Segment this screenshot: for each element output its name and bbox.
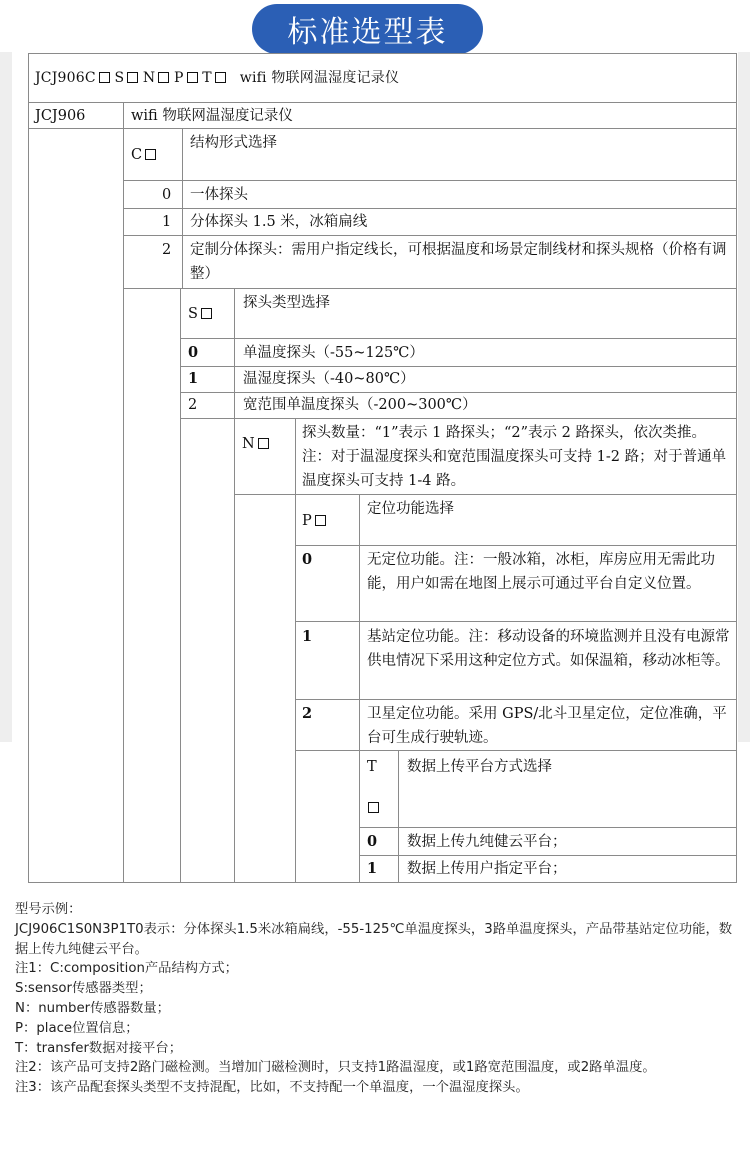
note-line: T：transfer数据对接平台； xyxy=(15,1040,183,1056)
place-option-text: 卫星定位功能。采用 GPS/北斗卫星定位，定位准确，平台可生成行驶轨迹。 xyxy=(367,706,727,746)
notes-section xyxy=(15,900,735,1098)
model-description: wifi 物联网温湿度记录仪 xyxy=(239,70,400,86)
placeholder-box-icon xyxy=(258,438,269,449)
placeholder-box-icon xyxy=(145,149,156,160)
number-code-letter: N xyxy=(242,436,255,452)
structure-option-text: 一体探头 xyxy=(190,187,248,203)
placeholder-box-icon xyxy=(158,72,169,83)
note-line: JCJ906C1S0N3P1T0表示：分体探头1.5米冰箱扁线，-55-125℃单温度探头，3路单温度探头，产品带基站定位功能，数据上传九纯健云平台。 xyxy=(15,921,733,957)
structure-heading: 结构形式选择 xyxy=(190,135,277,151)
place-option-text: 无定位功能。注：一般冰箱，冰柜，库房应用无需此功能，用户如需在地图上展示可通过平台自定义位置。 xyxy=(367,552,715,592)
placeholder-box-icon xyxy=(187,72,198,83)
note-line: N：number传感器数量； xyxy=(15,1000,170,1016)
place-option-code: 0 xyxy=(302,551,313,568)
note-line: P：place位置信息； xyxy=(15,1020,139,1036)
place-heading: 定位功能选择 xyxy=(367,501,454,517)
place-option-code: 2 xyxy=(302,705,313,722)
note-line: 注3：该产品配套探头类型不支持混配，比如，不支持配一个单温度，一个温湿度探头。 xyxy=(15,1080,529,1096)
structure-code-letter: C xyxy=(131,147,143,163)
transfer-option-text: 数据上传用户指定平台； xyxy=(407,861,567,877)
place-option-code: 1 xyxy=(302,628,313,645)
sensor-option-code: 1 xyxy=(188,370,199,387)
structure-option-code: 2 xyxy=(162,242,172,258)
structure-option-code: 1 xyxy=(162,214,172,230)
right-margin-shade xyxy=(738,52,750,742)
sensor-option-text: 温湿度探头（-40~80℃） xyxy=(243,371,415,387)
base-model-desc: wifi 物联网温湿度记录仪 xyxy=(131,108,293,124)
model-letter-n: N xyxy=(142,70,156,86)
placeholder-box-icon xyxy=(99,72,110,83)
note-line: 注2：该产品可支持2路门磁检测。当增加门磁检测时，只支持1路温湿度，或1路宽范围温度，或2路单温度。 xyxy=(15,1060,656,1076)
model-prefix: JCJ906C xyxy=(35,70,96,86)
structure-option-text: 定制分体探头：需用户指定线长，可根据温度和场景定制线材和探头规格（价格有调整） xyxy=(190,242,727,282)
transfer-option-code: 0 xyxy=(367,833,378,850)
placeholder-box-icon xyxy=(368,802,379,813)
model-letter-p: P xyxy=(174,70,184,86)
structure-option-text: 分体探头 1.5 米，冰箱扁线 xyxy=(190,214,368,230)
transfer-heading: 数据上传平台方式选择 xyxy=(407,759,552,775)
number-code xyxy=(242,432,269,456)
sensor-code xyxy=(188,302,212,326)
note-line: 注1：C:composition产品结构方式； xyxy=(15,961,238,977)
structure-code xyxy=(131,143,156,167)
model-code-line xyxy=(35,66,399,90)
sensor-code-letter: S xyxy=(188,306,198,322)
notes-heading: 型号示例： xyxy=(15,902,82,917)
place-option-text: 基站定位功能。注：移动设备的环境监测并且没有电源常供电情况下采用这种定位方式。如保温箱，移动冰柜等。 xyxy=(367,629,730,669)
sensor-heading: 探头类型选择 xyxy=(243,295,330,311)
transfer-option-text: 数据上传九纯健云平台； xyxy=(407,834,567,850)
place-code-letter: P xyxy=(302,513,312,529)
sensor-option-code: 2 xyxy=(188,397,198,413)
transfer-code-letter: T xyxy=(367,759,377,775)
model-letter-t: T xyxy=(202,70,212,86)
sensor-option-code: 0 xyxy=(188,344,199,361)
structure-option-code: 0 xyxy=(162,187,172,203)
placeholder-box-icon xyxy=(315,515,326,526)
transfer-code xyxy=(368,796,379,820)
model-letter-s: S xyxy=(114,70,125,86)
base-model-code: JCJ906 xyxy=(35,108,86,124)
sensor-option-text: 宽范围单温度探头（-200~300℃） xyxy=(243,397,477,413)
placeholder-box-icon xyxy=(127,72,138,83)
number-description: 探头数量：“1”表示 1 路探头；“2”表示 2 路探头，依次类推。注：对于温湿度探头和宽范围温度探头可支持 1-2 路；对于普通单温度探头可支持 1-4 路。 xyxy=(302,425,727,489)
banner-title: 标准选型表 xyxy=(252,4,483,54)
placeholder-box-icon xyxy=(215,72,226,83)
sensor-option-text: 单温度探头（-55~125℃） xyxy=(243,345,424,361)
place-code xyxy=(302,509,326,533)
note-line: S:sensor传感器类型； xyxy=(15,981,152,997)
left-margin-shade xyxy=(0,52,12,742)
transfer-option-code: 1 xyxy=(367,860,378,877)
placeholder-box-icon xyxy=(201,308,212,319)
